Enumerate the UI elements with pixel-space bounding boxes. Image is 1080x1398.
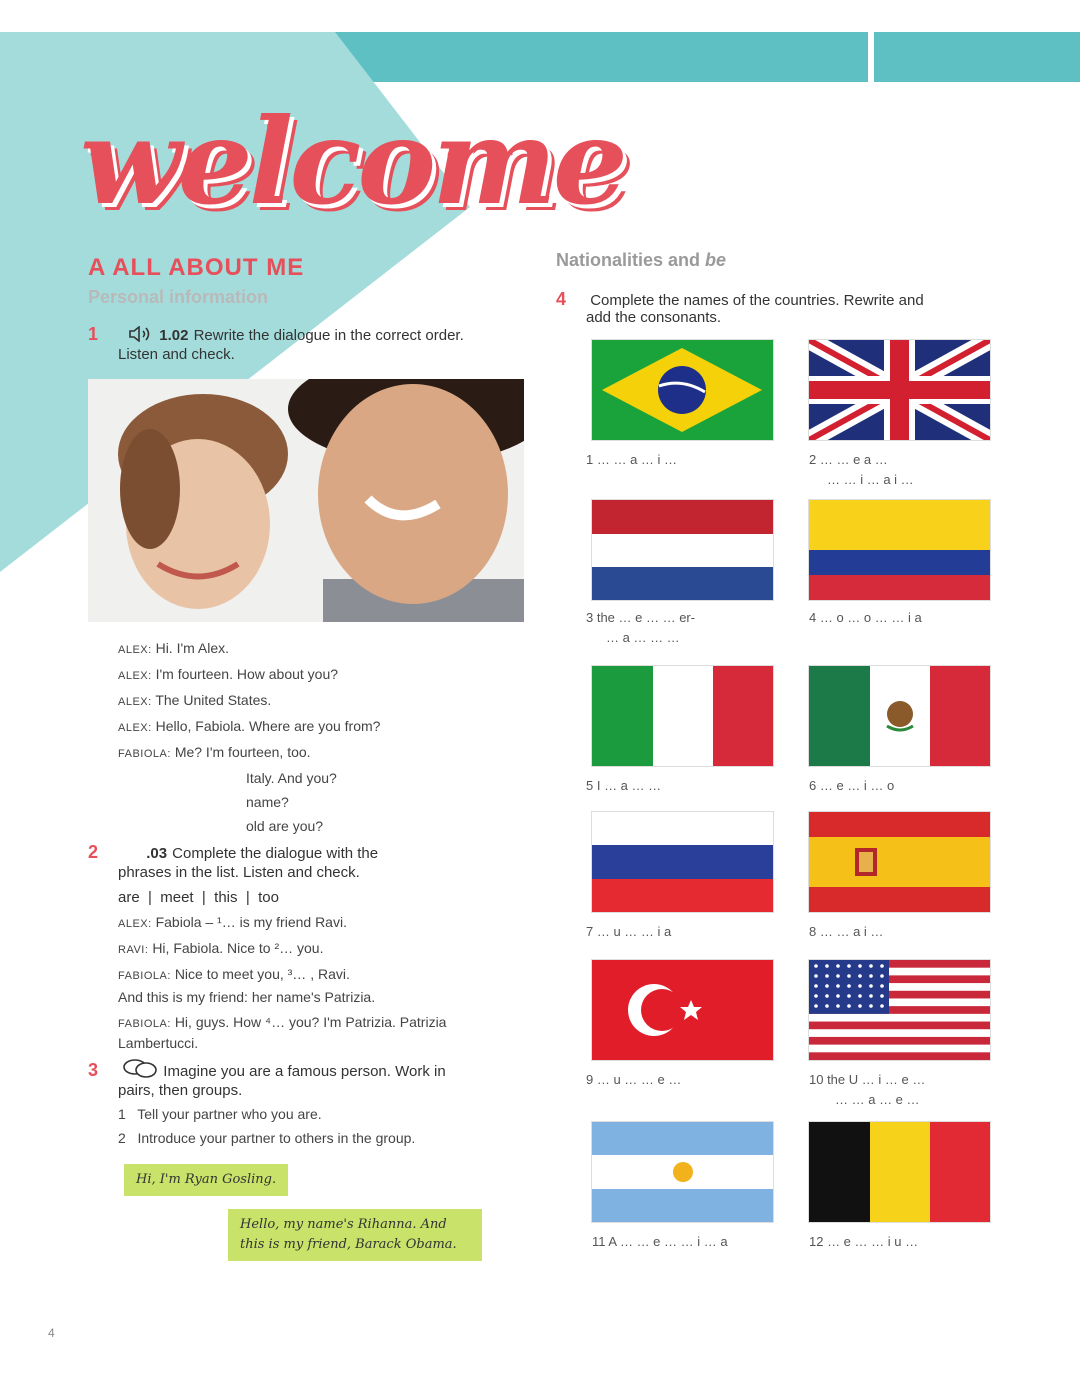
- teens-photo: [88, 379, 524, 622]
- dialogue-line: old are you?: [246, 818, 324, 834]
- flag-netherlands-icon: [592, 500, 773, 600]
- caption-9: 9 … u … … e …: [586, 1072, 682, 1087]
- exercise-instruction-line2: pairs, then groups.: [118, 1082, 243, 1099]
- caption-1: 1 … … a … i …: [586, 452, 678, 467]
- caption-3: 3 the … e … … er- … a … … …: [586, 610, 696, 645]
- exercise-instruction-line2: Listen and check.: [118, 346, 235, 363]
- flag-brazil-icon: [592, 340, 773, 440]
- list-item: 2 Introduce your partner to others in the group.: [118, 1130, 416, 1146]
- flag-usa-icon: [809, 960, 990, 1060]
- dialogue-line: name?: [246, 794, 289, 810]
- exercise-1-dialogue: [118, 636, 518, 838]
- dialogue-line: ALEX: Hi. I'm Alex.: [118, 640, 230, 656]
- dialogue-line: FABIOLA: Nice to meet you, ³… , Ravi.: [118, 966, 350, 982]
- exercise-4-header: [556, 289, 1036, 310]
- caption-10: 10 the U … i … e … … … a … e …: [809, 1072, 926, 1107]
- section-subtitle: Personal information: [88, 287, 269, 307]
- flag-turkey-icon: [592, 960, 773, 1060]
- caption-11: 11 A … … e … … i … a: [592, 1234, 728, 1249]
- section-title: A ALL ABOUT ME: [88, 254, 305, 281]
- dialogue-line: And this is my friend: her name's Patrizia.: [118, 989, 376, 1005]
- speech-bubble-ryan: Hi, I'm Ryan Gosling.: [124, 1164, 288, 1196]
- speech-bubbles-icon: [122, 1058, 158, 1080]
- flag-colombia-icon: [809, 500, 990, 600]
- word-list: are | meet | this | too: [118, 889, 279, 906]
- exercise-number: 4: [556, 289, 567, 309]
- caption-8: 8 … … a i …: [809, 924, 884, 939]
- dialogue-line: FABIOLA: Hi, guys. How ⁴… you? I'm Patrizia. Patrizia: [118, 1014, 447, 1030]
- welcome-banner-title: welcome: [80, 92, 624, 231]
- flag-spain-icon: [809, 812, 990, 912]
- exercise-instruction: Imagine you are a famous person. Work in: [163, 1063, 446, 1080]
- speech-bubble-rihanna: Hello, my name's Rihanna. And this is my friend, Barack Obama.: [228, 1209, 482, 1261]
- flag-belgium-icon: [809, 1122, 990, 1222]
- dialogue-line: ALEX: Fabiola – ¹… is my friend Ravi.: [118, 914, 347, 930]
- dialogue-line: RAVI: Hi, Fabiola. Nice to ²… you.: [118, 940, 324, 956]
- caption-7: 7 … u … … i a: [586, 924, 672, 939]
- exercise-instruction: Complete the names of the countries. Rewrite and: [590, 292, 924, 309]
- exercise-number: 3: [88, 1060, 99, 1080]
- page-number: 4: [48, 1326, 55, 1340]
- dialogue-line: Italy. And you?: [246, 770, 337, 786]
- flag-russia-icon: [592, 812, 773, 912]
- dialogue-line: FABIOLA: Me? I'm fourteen, too.: [118, 744, 311, 760]
- exercise-3-steps: [118, 1102, 518, 1150]
- exercise-instruction: Complete the dialogue with the: [172, 845, 379, 862]
- exercise-3-header: [88, 1058, 528, 1081]
- exercise-2-dialogue: [118, 910, 518, 1052]
- caption-5: 5 I … a … …: [586, 778, 662, 793]
- dialogue-line: Lambertucci.: [118, 1035, 199, 1051]
- exercise-1-header: [88, 324, 528, 345]
- exercise-number: 2: [88, 842, 99, 862]
- dialogue-line: ALEX: The United States.: [118, 692, 272, 708]
- exercise-instruction-line2: phrases in the list. Listen and check.: [118, 864, 360, 881]
- dialogue-line: ALEX: Hello, Fabiola. Where are you from?: [118, 718, 381, 734]
- exercise-2-header: [88, 842, 528, 863]
- audio-track: .03: [146, 845, 168, 862]
- audio-icon[interactable]: [128, 326, 154, 342]
- list-item: 1 Tell your partner who you are.: [118, 1106, 322, 1122]
- caption-4: 4 … o … o … … i a: [809, 610, 922, 625]
- flag-argentina-icon: [592, 1122, 773, 1222]
- caption-12: 12 … e … … i u …: [809, 1234, 919, 1249]
- dialogue-line: ALEX: I'm fourteen. How about you?: [118, 666, 339, 682]
- exercise-number: 1: [88, 324, 99, 344]
- exercise-instruction: Rewrite the dialogue in the correct order.: [193, 327, 464, 344]
- audio-track: 1.02: [159, 327, 189, 344]
- exercise-instruction-line2: add the consonants.: [586, 309, 722, 326]
- flag-mexico-icon: [809, 666, 990, 766]
- flag-united-kingdom-icon: [809, 340, 990, 440]
- nationalities-title: Nationalities and be: [556, 250, 727, 270]
- flag-italy-icon: [592, 666, 773, 766]
- caption-6: 6 … e … i … o: [809, 778, 895, 793]
- caption-2: 2 … … e a … … … i … a i …: [809, 452, 914, 487]
